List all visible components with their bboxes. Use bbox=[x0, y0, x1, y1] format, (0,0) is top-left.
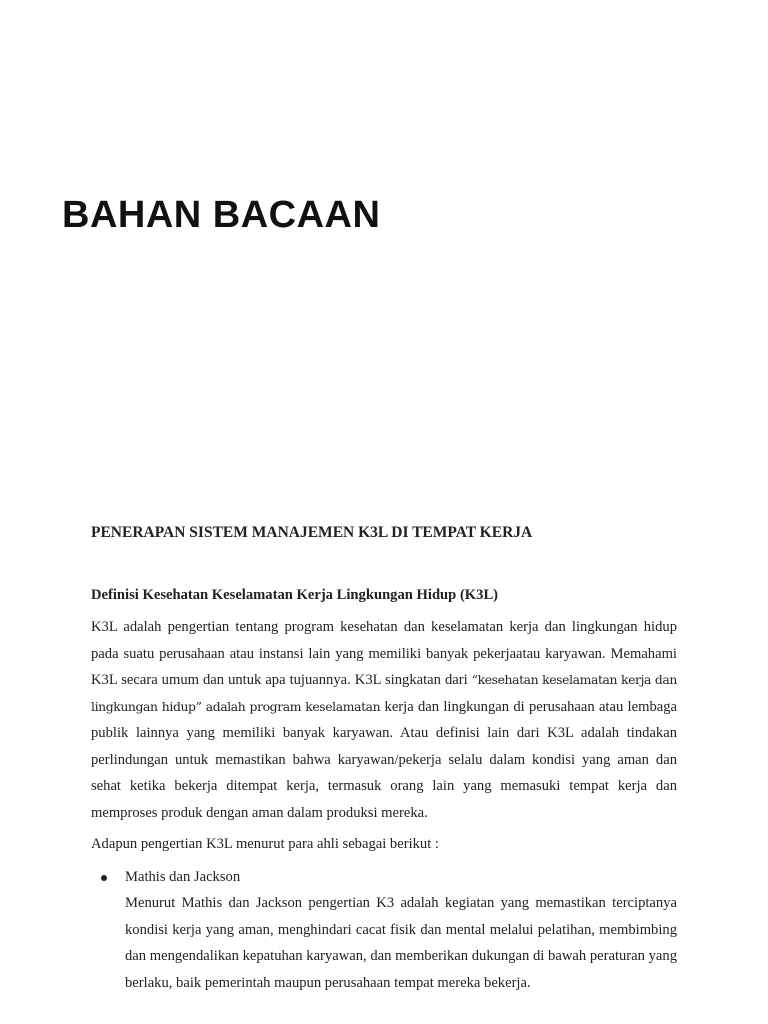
expert-definition: Menurut Mathis dan Jackson pengertian K3 adalah kegiatan yang memastikan terciptanya kondisi kerja yang aman, menghindari cacat fisik dan mental melalui pelatihan, membimbing dan mengendalikan kepatuhan karyawan, dan memberikan dukungan di bawah peraturan yang berlaku, baik pemerintah maupun perusahaan tempat mereka bekerja. bbox=[125, 895, 677, 991]
experts-list bbox=[91, 864, 677, 997]
experts-intro: Adapun pengertian K3L menurut para ahli sebagai berikut : bbox=[91, 836, 439, 852]
section-heading: Definisi Kesehatan Keselamatan Kerja Lingkungan Hidup (K3L) bbox=[91, 587, 499, 603]
bullet-icon bbox=[101, 875, 107, 881]
paragraph-highlight: “kesehatan keselamatan kerja dan lingkungan hidup” adalah program keselamatan bbox=[91, 672, 677, 714]
document-body bbox=[91, 520, 677, 996]
paragraph-text-before: K3L adalah pengertian tentang program kesehatan dan keselamatan kerja dan lingkungan hidup pada suatu perusahaan atau instansi lain yang memiliki banyak pekerjaatau karyawan. Memahami K3L secara umum dan untuk apa tujuannya. K3L singkatan dari bbox=[91, 619, 677, 688]
definition-paragraph bbox=[91, 614, 677, 826]
paragraph-text-after: kerja dan lingkungan di perusahaan atau lembaga publik lainnya yang memiliki banyak karyawan. Atau definisi lain dari K3L adalah tindakan perlindungan untuk memastikan bahwa karyawan/pekerja selalu dalam kondisi yang aman dan sehat ketika bekerja ditempat kerja, termasuk orang lain yang memasuki tempat kerja dan memproses produk dengan aman dalam produksi mereka. bbox=[91, 698, 677, 821]
document-title: PENERAPAN SISTEM MANAJEMEN K3L DI TEMPAT KERJA bbox=[91, 524, 533, 541]
expert-name: Mathis dan Jackson bbox=[125, 868, 241, 885]
list-item bbox=[91, 864, 677, 997]
cover-title: BAHAN BACAAN bbox=[62, 194, 381, 236]
